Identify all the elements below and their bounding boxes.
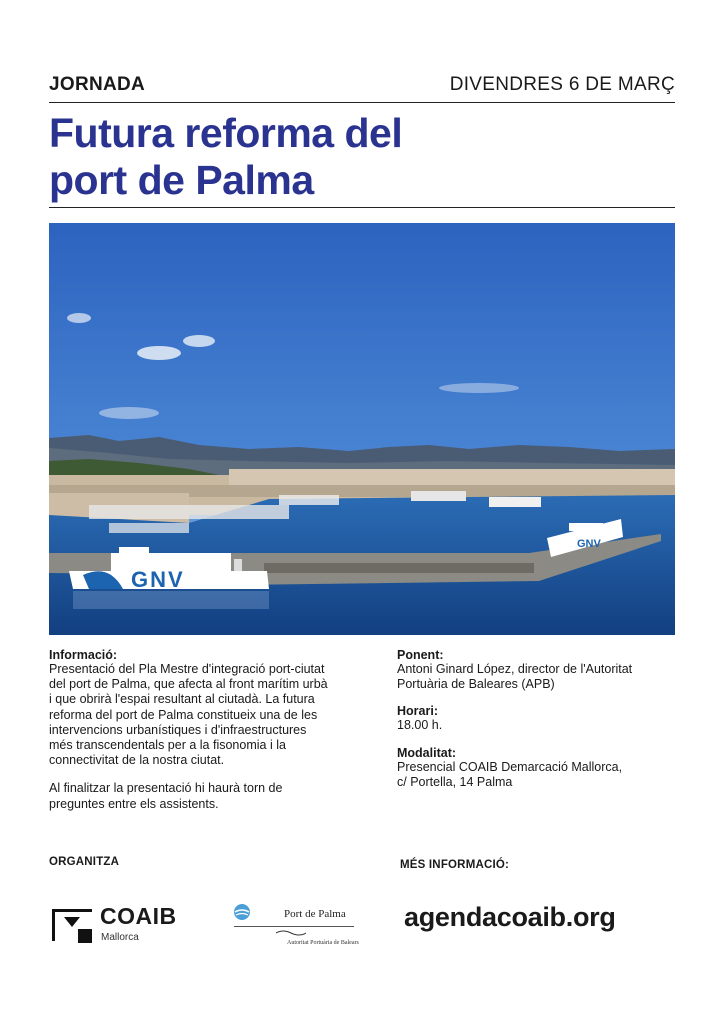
ponent-line: Antoni Ginard López, director de l'Autoritat [397, 662, 633, 676]
title-line-1: Futura reforma del [49, 110, 403, 156]
info-line: del port de Palma, que afecta al front marítim urbà [49, 677, 328, 692]
info-line: intervencions urbanístiques i d'infraestructures [49, 722, 307, 737]
modalitat-value [397, 760, 677, 790]
port-logo-rule [234, 926, 354, 927]
info-line: Presentació del Pla Mestre d'integració port-ciutat [49, 662, 325, 676]
mid-divider [49, 207, 675, 208]
info-closing-line: Al finalitzar la presentació hi haurà torn de [49, 781, 283, 796]
info-line: més transcendentals per a la fisonomia i la [49, 738, 286, 753]
coaib-logo [52, 903, 202, 945]
horari-label: Horari: [397, 704, 438, 719]
details-section [397, 648, 677, 790]
ship-logo-right: GNV [577, 538, 601, 550]
ship-logo-left: GNV [131, 567, 185, 592]
info-label: Informació: [49, 648, 118, 662]
modalitat-line: c/ Portella, 14 Palma [397, 774, 513, 789]
port-de-palma-name: Port de Palma [284, 908, 346, 920]
harbor-photo [49, 223, 675, 635]
info-line: reforma del port de Palma constitueix una de les [49, 707, 318, 722]
modalitat-line: Presencial COAIB Demarcació Mallorca, [397, 759, 623, 774]
coaib-mark-icon [52, 905, 92, 943]
title-line-2: port de Palma [49, 157, 314, 203]
horari-value: 18.00 h. [397, 718, 443, 733]
ponent-label: Ponent: [397, 648, 444, 662]
website-url[interactable]: agendacoaib.org [404, 902, 616, 932]
info-line: connectivitat de la nostra ciutat. [49, 753, 225, 768]
top-divider [49, 102, 675, 103]
info-section [49, 648, 329, 812]
info-closing-line: preguntes entre els assistents. [49, 796, 219, 811]
mes-info-label: MÉS INFORMACIÓ: [400, 859, 510, 871]
info-body [49, 662, 329, 768]
event-date: DIVENDRES 6 DE MARÇ [449, 74, 675, 95]
port-de-palma-sub: Autoritat Portuària de Balears [287, 940, 359, 946]
info-closing [49, 781, 329, 811]
page-title [49, 110, 649, 204]
wave-icon [276, 929, 306, 937]
ponent-value [397, 662, 677, 692]
organitza-label: ORGANITZA [49, 856, 120, 868]
coaib-wordmark: COAIB [100, 903, 177, 929]
globe-icon [232, 902, 252, 922]
modalitat-label: Modalitat: [397, 745, 457, 760]
coaib-sub: Mallorca [101, 932, 139, 943]
port-de-palma-logo [232, 902, 367, 952]
event-type-label: JORNADA [49, 74, 146, 95]
info-line: i que obrirà l'espai resultant al ciutadà. La futura [49, 692, 315, 707]
ponent-line: Portuària de Baleares (APB) [397, 677, 555, 692]
